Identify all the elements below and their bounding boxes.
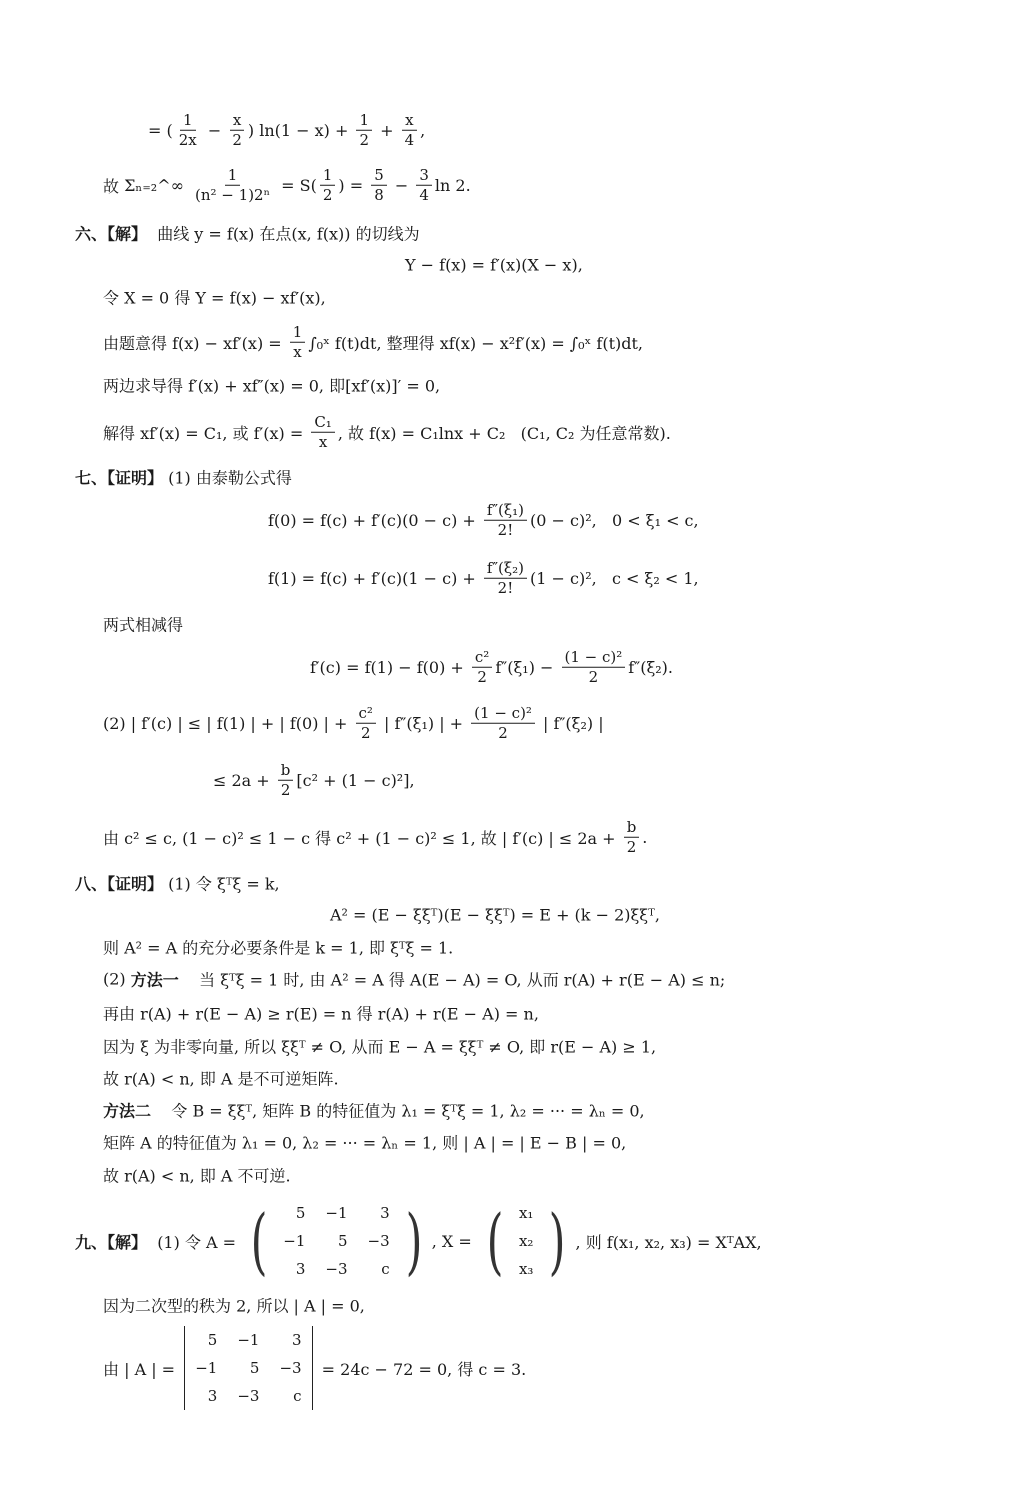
denominator: 2: [232, 130, 242, 149]
denominator: 2: [359, 130, 370, 149]
matrix-grid: [509, 1199, 543, 1283]
matrix-grid: [273, 1199, 399, 1283]
math-text: 由 c² ≤ c, (1 − c)² ≤ 1 − c 得 c² + (1 − c)² ≤ 1, 故 | f′(c) | ≤ 2a +: [103, 828, 621, 848]
text-line: [148, 111, 425, 150]
determinant: [184, 1326, 312, 1410]
numerator: x: [402, 111, 416, 131]
left-paren: (: [250, 1199, 268, 1283]
text-line: [103, 166, 471, 205]
math-text: 由 | A | =: [103, 1359, 181, 1379]
numerator: 1: [320, 166, 336, 186]
denominator: 4: [419, 185, 429, 204]
fraction: [290, 323, 306, 362]
math-text: f(1) = f(c) + f′(c)(1 − c) +: [268, 568, 481, 588]
math-text: (2) | f′(c) | ≤ | f(1) | + | f(0) | +: [103, 713, 353, 733]
math-text: +: [375, 120, 399, 140]
text-line: [405, 256, 583, 275]
denominator: 2!: [497, 578, 514, 597]
numerator: 1: [356, 111, 372, 131]
matrix-entry: 5: [337, 1232, 348, 1250]
matrix-entry: −3: [325, 1260, 348, 1278]
matrix-entry: −1: [283, 1232, 306, 1250]
numerator: (1 − c)²: [471, 704, 535, 724]
numerator: 5: [371, 166, 387, 186]
math-text: f′(c) = f(1) − f(0) +: [310, 657, 469, 677]
numerator: x: [230, 111, 244, 131]
fraction: [176, 111, 200, 150]
text-line: [103, 1002, 539, 1025]
fraction: [356, 111, 372, 150]
text-line: [103, 936, 453, 959]
math-text: 因为二次型的秩为 2, 所以 | A | = 0,: [103, 1296, 365, 1316]
math-text: (0 − c)², 0 < ξ₁ < c,: [530, 510, 699, 530]
numerator: C₁: [311, 413, 335, 433]
fraction: [402, 111, 418, 150]
math-text: ≤ 2a +: [213, 770, 275, 790]
math-text: ln 2.: [434, 175, 471, 195]
math-text: ) ln(1 − x) +: [247, 120, 354, 140]
math-text: Σ: [124, 175, 136, 195]
math-text: , 则 f(x₁, x₂, x₃) = XᵀAX,: [575, 1232, 762, 1252]
text-line: [103, 374, 440, 397]
math-text: 曲线 y = f(x) 在点(x, f(x)) 的切线为: [147, 224, 420, 244]
math-text: [c² + (1 − c)²],: [296, 770, 415, 790]
denominator: 2: [280, 780, 291, 799]
matrix-entry: −3: [367, 1232, 390, 1250]
text-line: [268, 559, 699, 598]
math-text: ∫₀ˣ f(t)dt, 整理得 xf(x) − x²f′(x) = ∫₀ˣ f(t)dt,: [308, 333, 644, 353]
math-text: = (: [148, 120, 173, 140]
matrix-entry: x₁: [518, 1204, 534, 1222]
section-heading: 方法二: [103, 1101, 152, 1121]
fraction: [562, 648, 626, 687]
matrix-entry: −1: [195, 1359, 218, 1377]
numerator: 1: [290, 323, 306, 343]
text-line: [103, 1035, 656, 1058]
math-text: 故: [103, 176, 125, 196]
matrix-entry: 5: [249, 1359, 260, 1377]
text-line: [103, 1294, 365, 1317]
text-line: [103, 818, 647, 857]
denominator: x: [293, 342, 302, 361]
math-text: 令 X = 0 得 Y = f(x) − xf′(x),: [103, 288, 326, 308]
denominator: 4: [404, 130, 415, 149]
text-line: [75, 222, 420, 245]
denominator: 2: [588, 667, 599, 686]
section-heading: 方法一: [130, 970, 179, 990]
math-text: 两边求导得 f′(x) + xf″(x) = 0, 即[xf′(x)]′ = 0,: [103, 376, 441, 396]
matrix-entry: c: [381, 1260, 390, 1278]
fraction: [356, 704, 376, 743]
math-text: , X =: [431, 1231, 477, 1251]
denominator: 2x: [178, 130, 197, 149]
math-text: ,: [420, 120, 426, 140]
text-line: [103, 968, 725, 991]
math-text: (1) 令 A =: [147, 1232, 242, 1252]
math-text: (1) 由泰勒公式得: [163, 468, 292, 488]
left-paren: (: [486, 1199, 504, 1283]
denominator: x: [318, 432, 328, 451]
text-line: [330, 906, 660, 925]
math-text: 两式相减得: [103, 615, 184, 635]
text-line: [268, 501, 699, 540]
matrix: [481, 1199, 572, 1283]
text-line: [103, 1131, 626, 1154]
matrix-entry: −1: [325, 1204, 348, 1222]
math-text: | f″(ξ₁) | +: [378, 713, 469, 733]
math-text: (1) 令 ξᵀξ = k,: [163, 874, 280, 894]
math-text: 因为 ξ 为非零向量, 所以 ξξᵀ ≠ O, 从而 E − A = ξξᵀ ≠ O, 即 r(E − A) ≥ 1,: [103, 1037, 657, 1057]
math-text: 解得 xf′(x) = C₁, 或 f′(x) =: [103, 423, 309, 443]
fraction: [624, 818, 640, 857]
math-text: −: [389, 175, 414, 195]
math-text: f″(ξ₁) −: [495, 657, 559, 677]
matrix-entry: −1: [237, 1331, 260, 1349]
math-text: = 24c − 72 = 0, 得 c = 3.: [316, 1359, 527, 1379]
math-text: 矩阵 A 的特征值为 λ₁ = 0, λ₂ = ··· = λₙ = 1, 则 | A | = | E − B | = 0,: [103, 1133, 627, 1153]
fraction: [471, 704, 535, 743]
text-line: [103, 1326, 526, 1410]
denominator: 2: [498, 723, 508, 742]
numerator: f″(ξ₁): [484, 501, 527, 521]
math-text: 由题意得 f(x) − xf′(x) =: [103, 333, 287, 353]
numerator: b: [278, 761, 294, 781]
right-paren: ): [405, 1199, 423, 1283]
math-text: 则 A² = A 的充分必要条件是 k = 1, 即 ξᵀξ = 1.: [103, 938, 454, 958]
math-text: ) =: [338, 175, 369, 195]
text-line: [103, 704, 604, 743]
fraction: [311, 413, 335, 452]
math-text: Y − f(x) = f′(x)(X − x),: [405, 255, 583, 275]
matrix-grid: [184, 1326, 312, 1410]
math-text: A² = (E − ξξᵀ)(E − ξξᵀ) = E + (k − 2)ξξᵀ,: [330, 905, 660, 925]
numerator: 3: [416, 166, 432, 186]
numerator: 1: [180, 111, 196, 131]
fraction: [416, 166, 432, 205]
matrix-entry: 5: [207, 1331, 218, 1349]
fraction: [472, 648, 492, 687]
numerator: 1: [225, 166, 241, 186]
matrix-entry: 3: [207, 1387, 218, 1405]
math-text: f(0) = f(c) + f′(c)(0 − c) +: [268, 510, 481, 530]
matrix-entry: −3: [279, 1359, 302, 1377]
math-text: −: [202, 120, 227, 140]
math-text: = S(: [276, 175, 317, 195]
fraction: [484, 501, 527, 540]
math-text: .: [642, 827, 648, 847]
matrix-entry: 5: [295, 1204, 306, 1222]
section-heading: 八、【证明】: [75, 874, 164, 894]
text-line: [213, 761, 415, 800]
fraction: [192, 166, 273, 205]
numerator: c²: [472, 648, 492, 668]
math-text: 故 r(A) < n, 即 A 是不可逆矩阵.: [103, 1069, 339, 1089]
math-text: f″(ξ₂).: [628, 657, 673, 677]
denominator: 2: [477, 667, 487, 686]
math-text: (2): [103, 969, 131, 989]
fraction: [371, 166, 387, 205]
fraction: [320, 166, 336, 205]
fraction: [278, 761, 294, 800]
numerator: c²: [356, 704, 376, 724]
denominator: 2: [626, 837, 637, 856]
text-line: [103, 1099, 645, 1122]
text-line: [103, 1067, 339, 1090]
math-text: 故 r(A) < n, 即 A 不可逆.: [103, 1166, 291, 1186]
matrix-entry: 3: [292, 1331, 302, 1349]
numerator: (1 − c)²: [562, 648, 626, 668]
text-line: [103, 613, 183, 636]
text-line: [75, 466, 292, 489]
fraction: [229, 111, 245, 150]
math-text: ₙ₌₂^∞: [135, 175, 190, 195]
denominator: 8: [374, 185, 384, 204]
matrix-entry: 3: [380, 1204, 390, 1222]
math-text: (1 − c)², c < ξ₂ < 1,: [530, 568, 699, 588]
math-text: , 故 f(x) = C₁lnx + C₂ (C₁, C₂ 为任意常数).: [337, 423, 671, 443]
text-line: [310, 648, 673, 687]
math-text: 再由 r(A) + r(E − A) ≥ r(E) = n 得 r(A) + r(E − A) = n,: [103, 1004, 539, 1024]
matrix-entry: c: [293, 1387, 302, 1405]
denominator: 2: [360, 723, 371, 742]
section-heading: 六、【解】: [75, 224, 148, 244]
fraction: [484, 559, 527, 598]
section-heading: 七、【证明】: [75, 468, 164, 488]
matrix-entry: 3: [295, 1260, 306, 1278]
numerator: b: [624, 818, 640, 838]
matrix-entry: −3: [237, 1387, 260, 1405]
text-line: [75, 1199, 762, 1283]
section-heading: 九、【解】: [75, 1232, 148, 1252]
matrix: [245, 1199, 428, 1283]
text-line: [75, 872, 280, 895]
denominator: (n² − 1)2ⁿ: [195, 185, 271, 204]
math-text: | f″(ξ₂) |: [537, 713, 604, 733]
math-text: 令 B = ξξᵀ, 矩阵 B 的特征值为 λ₁ = ξᵀξ = 1, λ₂ = ··· = λₙ = 0,: [151, 1101, 645, 1121]
text-line: [103, 323, 643, 362]
right-paren: ): [549, 1199, 566, 1283]
text-line: [103, 1164, 291, 1187]
text-line: [103, 413, 671, 452]
math-text: 当 ξᵀξ = 1 时, 由 A² = A 得 A(E − A) = O, 从而 r(A) + r(E − A) ≤ n;: [178, 970, 726, 990]
numerator: f″(ξ₂): [484, 559, 527, 579]
matrix-entry: x₂: [518, 1232, 534, 1250]
matrix-entry: x₃: [518, 1260, 534, 1278]
text-line: [103, 286, 326, 309]
denominator: 2!: [497, 520, 514, 539]
denominator: 2: [322, 185, 333, 204]
